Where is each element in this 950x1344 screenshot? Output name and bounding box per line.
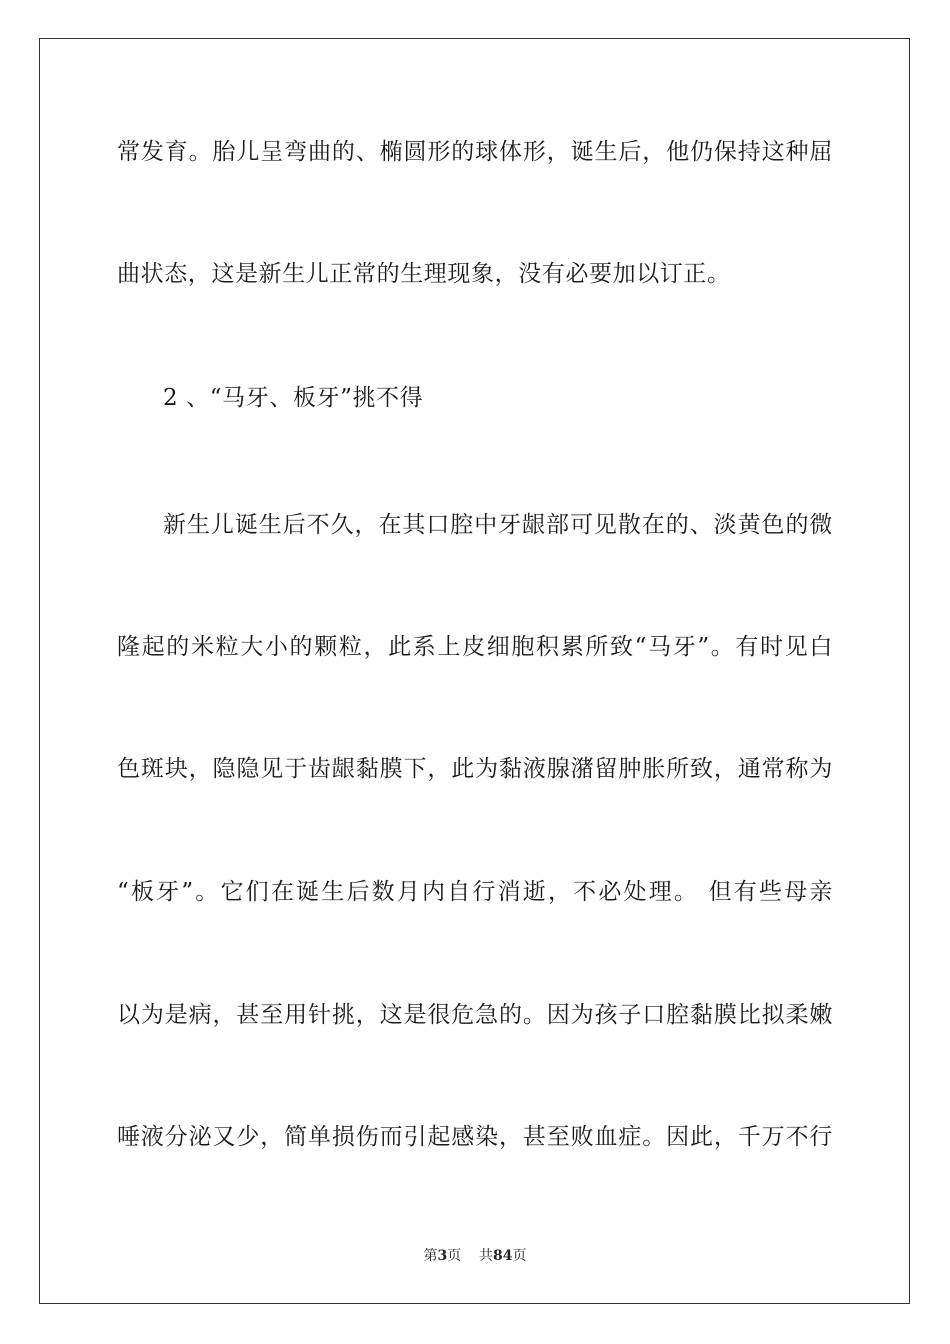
text-line: 曲状态，这是新生儿正常的生理现象，没有必要加以订正。 <box>117 261 731 287</box>
text-line: 以为是病，甚至用针挑，这是很危急的。因为孩子口腔黏膜比拟柔嫩 <box>117 1002 833 1028</box>
text-line: “板牙”。它们在诞生后数月内自行消逝，不必处理。 但有些母亲 <box>117 879 833 905</box>
text-line: 色斑块，隐隐见于齿龈黏膜下，此为黏液腺潴留肿胀所致，通常称为 <box>117 756 833 782</box>
text-line: 常发育。胎儿呈弯曲的、椭圆形的球体形，诞生后，他仍保持这种屈 <box>117 139 833 165</box>
text-line: 新生儿诞生后不久，在其口腔中牙龈部可见散在的、淡黄色的微 <box>163 512 833 538</box>
footer-page-suffix: 页 <box>447 1248 462 1264</box>
footer-total-prefix: 共 <box>479 1248 494 1264</box>
section-heading: 2 、“马牙、板牙”挑不得 <box>163 385 424 411</box>
footer-total-number: 84 <box>493 1248 513 1264</box>
page-footer <box>0 1247 950 1265</box>
footer-total-suffix: 页 <box>512 1248 527 1264</box>
footer-page-number: 3 <box>437 1248 448 1264</box>
text-line: 隆起的米粒大小的颗粒，此系上皮细胞积累所致“马牙”。有时见白 <box>117 634 833 660</box>
footer-page-prefix: 第 <box>423 1248 438 1264</box>
page-border <box>39 38 910 1304</box>
text-line: 唾液分泌又少，简单损伤而引起感染，甚至败血症。因此，千万不行 <box>117 1124 833 1150</box>
